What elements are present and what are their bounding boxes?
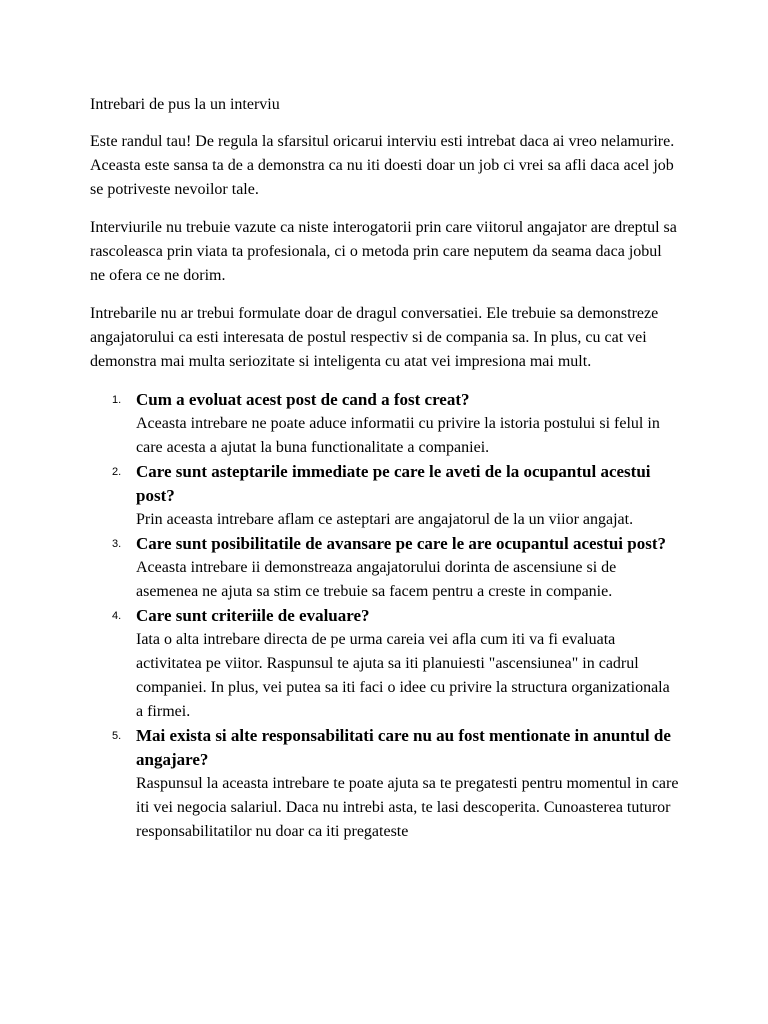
question-number: 5. <box>112 730 122 742</box>
question-answer: Aceasta intrebare ne poate aduce informatii cu privire la istoria postului si felul in care acesta a ajutat la buna functionalitate a companiei. <box>136 415 660 456</box>
question-number: 3. <box>112 538 122 550</box>
question-number: 1. <box>112 394 122 406</box>
question-answer: Aceasta intrebare ii demonstreaza angajatorului dorinta de ascensiune si de asemenea ne ajuta sa stim ce trebuie sa facem pentru a creste in companie. <box>136 559 617 600</box>
question-item <box>90 460 680 532</box>
interview-paragraph: Interviurile nu trebuie vazute ca niste interogatorii prin care viitorul angajator are dreptul sa rascoleasca prin viata ta profesionala, ci o metoda prin care neputem da seama daca jobul ne ofera ce ne dorim. <box>90 219 677 284</box>
question-text: Cum a evoluat acest post de cand a fost creat? <box>136 390 470 409</box>
question-text: Care sunt posibilitatile de avansare pe care le are ocupantul acestui post? <box>136 534 666 553</box>
document-title: Intrebari de pus la un interviu <box>90 96 280 113</box>
question-text: Mai exista si alte responsabilitati care nu au fost mentionate in anuntul de angajare? <box>136 726 671 769</box>
question-number: 4. <box>112 610 122 622</box>
question-text: Care sunt asteptarile immediate pe care le aveti de la ocupantul acestui post? <box>136 462 651 505</box>
intro-paragraph: Este randul tau! De regula la sfarsitul oricarui interviu esti intrebat daca ai vreo nelamurire. Aceasta este sansa ta de a demonstra ca nu iti doesti doar un job ci vrei sa afli daca acel job se potriveste nevoilor tale. <box>90 133 675 198</box>
question-item <box>90 388 680 460</box>
question-item <box>90 532 680 604</box>
question-item <box>90 724 680 844</box>
question-answer: Prin aceasta intrebare aflam ce asteptari are angajatorul de la un viior angajat. <box>136 511 634 528</box>
question-item <box>90 604 680 724</box>
question-list <box>90 388 680 844</box>
document-page <box>90 93 680 844</box>
question-answer: Raspunsul la aceasta intrebare te poate ajuta sa te pregatesti pentru momentul in care iti vei negocia salariul. Daca nu intrebi asta, te lasi descoperita. Cunoasterea tuturor responsabilitatilor nu doar ca iti pregateste <box>136 775 679 840</box>
questions-paragraph: Intrebarile nu ar trebui formulate doar de dragul conversatiei. Ele trebuie sa demonstreze angajatorului ca esti interesata de postul respectiv si de compania sa. In plus, cu cat vei demonstra mai multa seriozitate si inteligenta cu atat vei impresiona mai mult. <box>90 305 659 370</box>
question-number: 2. <box>112 466 122 478</box>
question-text: Care sunt criteriile de evaluare? <box>136 606 370 625</box>
question-answer: Iata o alta intrebare directa de pe urma careia vei afla cum iti va fi evaluata activitatea pe viitor. Raspunsul te ajuta sa iti planuiesti "ascensiunea" in cadrul companiei. In plus, vei putea sa iti faci o idee cu privire la structura organizationala a firmei. <box>136 631 670 720</box>
